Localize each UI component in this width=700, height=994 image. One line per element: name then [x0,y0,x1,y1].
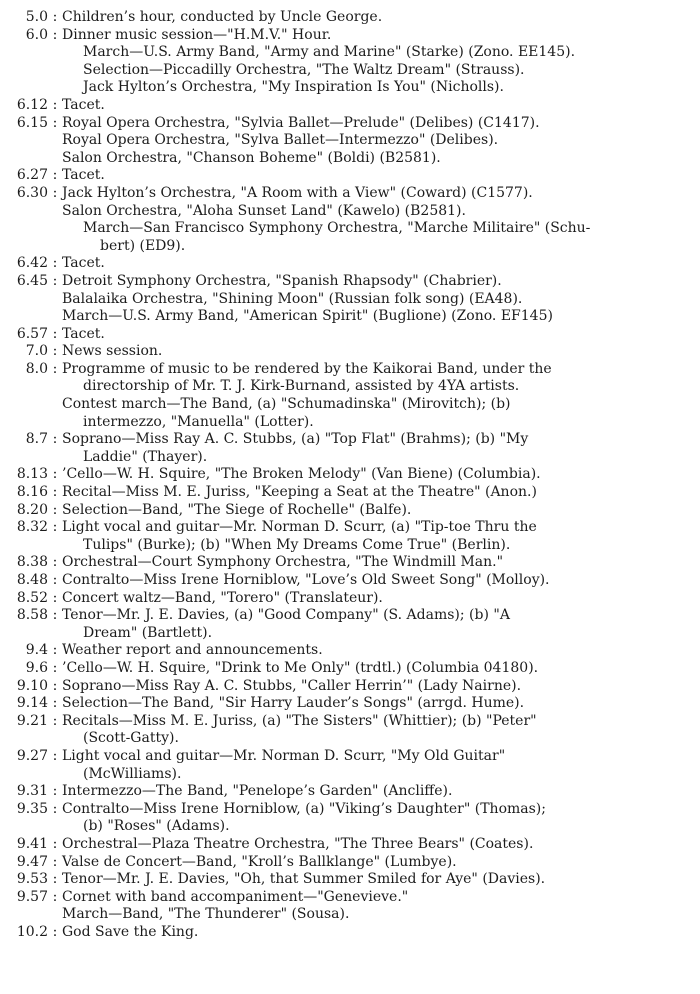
entry-line: Tacet. [62,255,105,272]
entry-time: 8.13 [16,466,48,483]
entry-time: 9.35 [16,800,48,817]
entry-time: 6.0 [25,26,48,43]
programme-entry [0,343,700,361]
programme-entry [0,466,700,484]
entry-time: 8.48 [16,572,48,588]
entry-line: Soprano—Miss Ray A. C. Stubbs, (a) "Top Flat" (Brahms); (b) "My [62,431,529,448]
entry-line: Contralto—Miss Irene Horniblow, "Love’s Old Sweet Song" (Molloy). [62,572,550,588]
entry-colon: : [52,712,58,729]
entry-time: 8.7 [25,431,48,448]
programme-entry [0,431,700,466]
entry-line: Selection—Band, "The Siege of Rochelle" (Balfe). [62,501,412,518]
entry-lines [62,27,700,97]
entry-time: 8.20 [16,501,48,518]
entry-time: 6.57 [16,325,48,342]
programme-entry [0,273,700,326]
entry-line: Contest march—The Band, (a) "Schumadinska" (Mirovitch); (b) [62,396,511,413]
entry-colon: : [52,835,58,852]
programme-entry [0,854,700,872]
entry-lines [62,678,700,696]
programme-entry [0,185,700,255]
entry-colon: : [52,695,58,712]
entry-colon: : [52,519,58,536]
programme-entry [0,695,700,713]
entry-lines [62,255,700,273]
entry-line: Orchestral—Plaza Theatre Orchestra, "The Three Bears" (Coates). [62,835,534,852]
entry-colon: : [52,572,58,588]
entry-colon: : [52,272,58,289]
entry-time: 8.38 [16,554,48,571]
entry-colon: : [52,800,58,817]
entry-lines [62,889,700,924]
entry-lines [62,836,700,854]
entry-colon: : [52,923,58,940]
entry-lines [62,783,700,801]
entry-time: 6.27 [16,167,48,184]
entry-time: 7.0 [25,343,48,360]
entry-line: (b) "Roses" (Adams). [83,818,230,835]
entry-colon: : [52,325,58,342]
entry-lines [62,924,700,942]
entry-lines [62,713,700,748]
entry-time: 5.0 [25,9,48,25]
entry-colon: : [52,888,58,905]
entry-lines [62,115,700,168]
entry-line: News session. [62,343,163,360]
entry-line: God Save the King. [62,923,199,940]
entry-line: Royal Opera Orchestra, "Sylvia Ballet—Prelude" (Delibes) (C1417). [62,114,540,131]
entry-lines [62,466,700,484]
entry-lines [62,9,700,27]
programme-entry [0,783,700,801]
entry-time: 9.6 [25,659,48,676]
entry-line: Salon Orchestra, "Chanson Boheme" (Boldi) (B2581). [62,149,441,166]
entry-lines [62,572,700,590]
entry-time: 9.27 [16,747,48,764]
programme-entry [0,326,700,344]
entry-colon: : [52,871,58,888]
entry-line: Balalaika Orchestra, "Shining Moon" (Russian folk song) (EA48). [62,290,523,307]
programme-entry [0,27,700,97]
entry-lines [62,748,700,783]
entry-lines [62,484,700,502]
entry-line: (McWilliams). [83,765,182,782]
entry-colon: : [52,783,58,800]
entry-lines [62,502,700,520]
entry-lines [62,660,700,678]
entry-line: Selection—Piccadilly Orchestra, "The Waltz Dream" (Strauss). [83,61,525,78]
entry-line: Tenor—Mr. J. E. Davies, (a) "Good Company" (S. Adams); (b) "A [62,607,510,624]
entry-line: March—San Francisco Symphony Orchestra, "Marche Militaire" (Schu- [83,220,591,237]
entry-line: Recital—Miss M. E. Juriss, "Keeping a Seat at the Theatre" (Anon.) [62,484,537,501]
entry-line: Selection—The Band, "Sir Harry Lauder’s Songs" (arrgd. Hume). [62,695,525,712]
entry-time: 8.52 [16,589,48,606]
entry-line: Tacet. [62,96,105,113]
entry-line: Cornet with band accompaniment—"Genevieve." [62,888,409,905]
programme-entry [0,871,700,889]
programme-entry [0,924,700,942]
entry-time: 9.57 [16,888,48,905]
entry-lines [62,167,700,185]
entry-colon: : [52,466,58,483]
entry-lines [62,590,700,608]
entry-lines [62,273,700,326]
entry-lines [62,871,700,889]
entry-line: Weather report and announcements. [62,642,323,659]
programme-entry [0,167,700,185]
entry-line: Children’s hour, conducted by Uncle George. [62,9,383,25]
programme-entry [0,361,700,431]
entry-colon: : [52,184,58,201]
entry-colon: : [52,853,58,870]
entry-time: 8.16 [16,484,48,501]
entry-line: Dinner music session—"H.M.V." Hour. [62,26,332,43]
entry-colon: : [52,167,58,184]
entry-time: 9.31 [16,783,48,800]
entry-lines [62,519,700,554]
entry-lines [62,554,700,572]
programme-entry [0,889,700,924]
entry-lines [62,185,700,255]
entry-line: Light vocal and guitar—Mr. Norman D. Scurr, (a) "Tip-toe Thru the [62,519,537,536]
entry-time: 8.32 [16,519,48,536]
entry-line: Jack Hylton’s Orchestra, "My Inspiration Is You" (Nicholls). [83,79,504,96]
entry-line: March—U.S. Army Band, "American Spirit" (Buglione) (Zono. EF145) [62,308,553,325]
entry-lines [62,343,700,361]
entry-line: Orchestral—Court Symphony Orchestra, "The Windmill Man." [62,554,504,571]
entry-line: (Scott-Gatty). [83,730,179,747]
entry-line: Royal Opera Orchestra, "Sylva Ballet—Intermezzo" (Delibes). [62,132,499,149]
entry-lines [62,801,700,836]
entry-time: 8.58 [16,607,48,624]
entry-time: 6.12 [16,96,48,113]
entry-colon: : [52,501,58,518]
programme-entry [0,678,700,696]
entry-time: 6.30 [16,184,48,201]
entry-lines [62,326,700,344]
programme-entry [0,554,700,572]
entry-lines [62,695,700,713]
entry-colon: : [52,589,58,606]
entry-colon: : [52,9,58,25]
entry-lines [62,642,700,660]
entry-time: 9.41 [16,835,48,852]
entry-colon: : [52,677,58,694]
programme-entry [0,572,700,590]
entry-time: 10.2 [16,923,48,940]
programme-entry [0,255,700,273]
entry-line: Intermezzo—The Band, "Penelope’s Garden" (Ancliffe). [62,783,453,800]
entry-colon: : [52,114,58,131]
entry-colon: : [52,255,58,272]
programme-entry [0,115,700,168]
entry-colon: : [52,343,58,360]
entry-line: Tenor—Mr. J. E. Davies, "Oh, that Summer Smiled for Aye" (Davies). [62,871,546,888]
programme-entry [0,519,700,554]
entry-line: Concert waltz—Band, "Torero" (Translateur). [62,589,383,606]
entry-time: 6.45 [16,272,48,289]
programme-entry [0,590,700,608]
programme-entry [0,836,700,854]
entry-line: Tacet. [62,325,105,342]
entry-time: 8.0 [25,360,48,377]
entry-line: Laddie" (Thayer). [83,448,208,465]
entry-line: intermezzo, "Manuella" (Lotter). [83,413,314,430]
entry-line: Soprano—Miss Ray A. C. Stubbs, "Caller Herrin’" (Lady Nairne). [62,677,522,694]
entry-colon: : [52,360,58,377]
entry-lines [62,607,700,642]
programme-entry [0,642,700,660]
entry-line: March—U.S. Army Band, "Army and Marine" (Starke) (Zono. EE145). [83,44,576,61]
programme-entry [0,748,700,783]
entry-lines [62,361,700,431]
entry-colon: : [52,431,58,448]
entry-line: Valse de Concert—Band, "Kroll’s Ballklange" (Lumbye). [62,853,457,870]
entry-line: Recitals—Miss M. E. Juriss, (a) "The Sisters" (Whittier); (b) "Peter" [62,712,537,729]
entry-time: 9.53 [16,871,48,888]
entry-line: Contralto—Miss Irene Horniblow, (a) "Viking’s Daughter" (Thomas); [62,800,546,817]
entry-colon: : [52,659,58,676]
entry-line: ’Cello—W. H. Squire, "Drink to Me Only" (trdtl.) (Columbia 04180). [62,659,539,676]
entry-time: 9.21 [16,712,48,729]
entry-colon: : [52,26,58,43]
programme-entry [0,97,700,115]
programme-entry [0,9,700,27]
entry-colon: : [52,554,58,571]
entry-line: Dream" (Bartlett). [83,624,213,641]
entry-colon: : [52,96,58,113]
entry-time: 9.4 [25,642,48,659]
entry-line: bert) (ED9). [100,237,186,254]
entry-line: March—Band, "The Thunderer" (Sousa). [62,906,350,923]
programme-entry [0,713,700,748]
entry-colon: : [52,747,58,764]
programme-entry [0,660,700,678]
entry-colon: : [52,484,58,501]
entry-lines [62,97,700,115]
entry-lines [62,431,700,466]
entry-line: Programme of music to be rendered by the Kaikorai Band, under the [62,360,552,377]
entry-time: 6.15 [16,114,48,131]
entry-line: Tacet. [62,167,105,184]
entry-colon: : [52,607,58,624]
entry-line: Detroit Symphony Orchestra, "Spanish Rhapsody" (Chabrier). [62,272,502,289]
entry-time: 6.42 [16,255,48,272]
entry-time: 9.47 [16,853,48,870]
programme-entry [0,801,700,836]
entry-line: Tulips" (Burke); (b) "When My Dreams Come True" (Berlin). [83,536,511,553]
entry-line: Salon Orchestra, "Aloha Sunset Land" (Kawelo) (B2581). [62,202,466,219]
entry-time: 9.10 [16,677,48,694]
entry-colon: : [52,642,58,659]
entry-line: Jack Hylton’s Orchestra, "A Room with a View" (Coward) (C1577). [62,184,533,201]
programme-entry [0,502,700,520]
entry-lines [62,854,700,872]
entry-line: directorship of Mr. T. J. Kirk-Burnand, assisted by 4YA artists. [83,378,520,395]
entry-line: Light vocal and guitar—Mr. Norman D. Scurr, "My Old Guitar" [62,747,506,764]
entry-line: ’Cello—W. H. Squire, "The Broken Melody" (Van Biene) (Columbia). [62,466,541,483]
programme-entry [0,484,700,502]
programme-entry [0,607,700,642]
entry-time: 9.14 [16,695,48,712]
